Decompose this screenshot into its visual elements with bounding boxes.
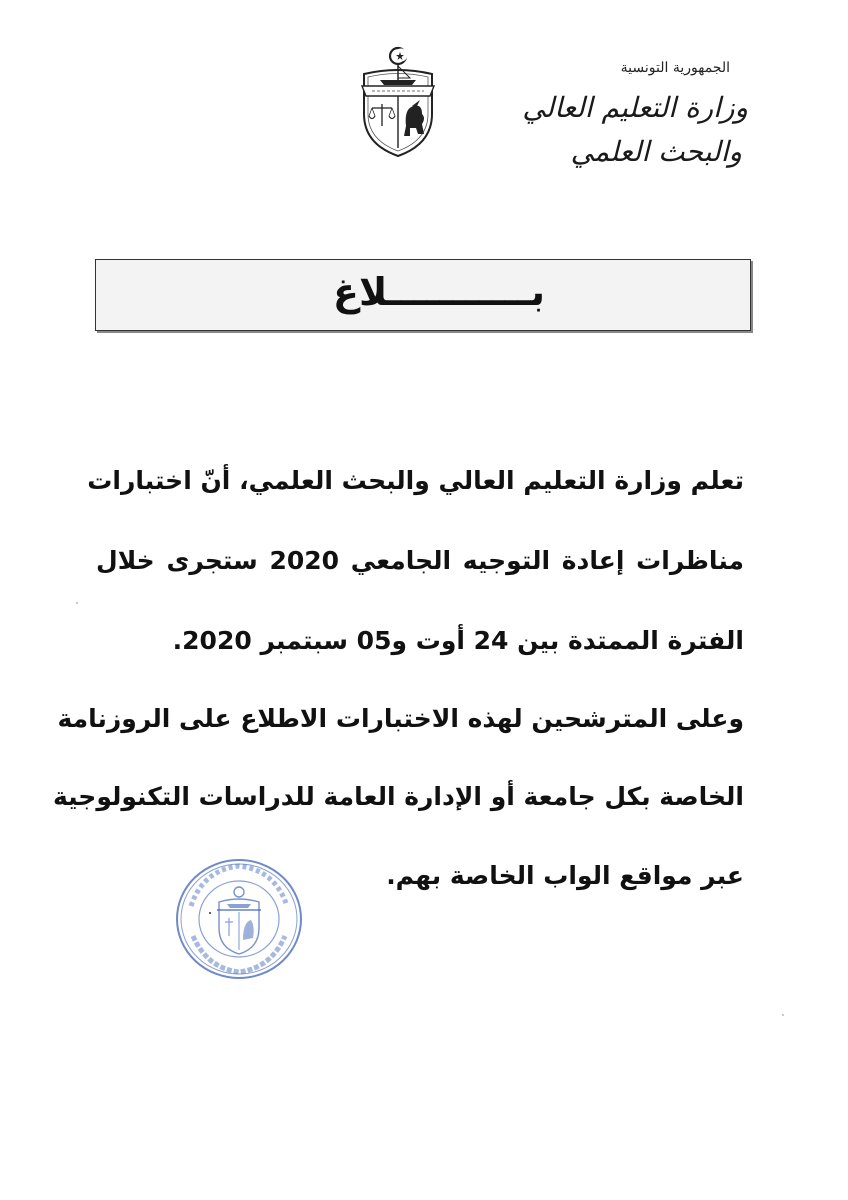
ministry-name-line2: والبحث العلمي bbox=[570, 135, 742, 168]
coat-of-arms-icon bbox=[358, 44, 438, 160]
scan-speck bbox=[782, 1014, 784, 1016]
body-line: الخاصة بكل جامعة أو الإدارة العامة للدراسات التكنولوجية bbox=[52, 782, 744, 811]
announcement-title-box bbox=[95, 259, 751, 331]
ministry-name-line1: وزارة التعليم العالي bbox=[522, 91, 748, 124]
body-line: تعلم وزارة التعليم العالي والبحث العلمي، أنّ اختبارات bbox=[87, 466, 744, 495]
scan-speck bbox=[76, 602, 78, 604]
official-stamp-icon bbox=[173, 856, 305, 982]
body-line: الفترة الممتدة بين 24 أوت و05 سبتمبر 2020. bbox=[172, 626, 744, 655]
announcement-title: بـــــــــــلاغ bbox=[333, 270, 545, 314]
body-line: عبر مواقع الواب الخاصة بهم. bbox=[386, 861, 744, 890]
body-line: مناظرات إعادة التوجيه الجامعي 2020 ستجرى خلال bbox=[96, 546, 745, 575]
ministry-header bbox=[488, 60, 748, 174]
republic-label: الجمهورية التونسية bbox=[620, 60, 730, 76]
body-line: وعلى المترشحين لهذه الاختبارات الاطلاع على الروزنامة bbox=[57, 704, 744, 733]
